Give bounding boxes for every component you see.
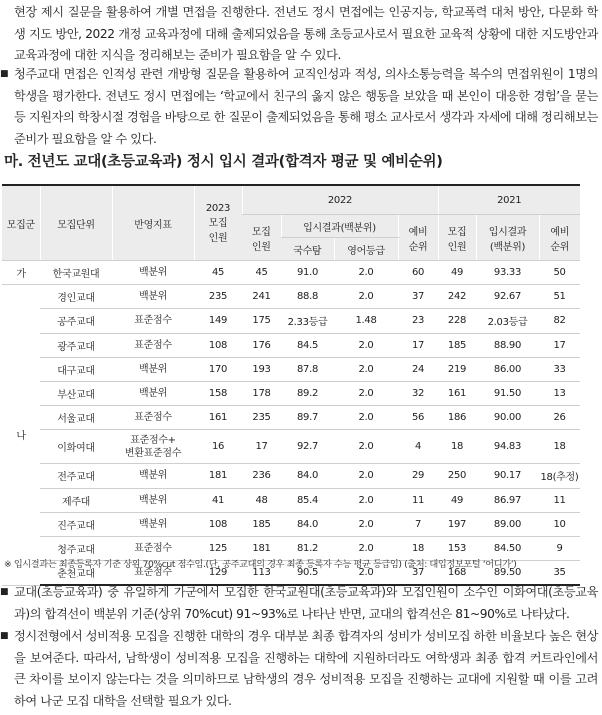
cell-kor: 91.0 — [281, 261, 334, 285]
cell-r2021: 219 — [438, 357, 476, 381]
cell-eng: 2.0 — [334, 561, 398, 586]
cell-r2022: 235 — [242, 406, 281, 430]
cell-kor: 81.2 — [281, 536, 334, 560]
cell-res22: 60 — [398, 261, 438, 285]
cell-res22: 7 — [398, 512, 438, 536]
cell-eng: 2.0 — [334, 464, 398, 488]
cell-r2021: 186 — [438, 406, 476, 430]
bullet-text: 청주교대 면접은 인적성 관련 개방형 질문을 활용하여 교직인성과 적성, 의사소통능력을 복수의 면접위원이 1명의 학생을 평가한다. 전년도 정시 면접에는 ‘학교에서 친구의 옳지 않은 행동을 보았을 때 본인이 대응한 경험’을 묻는 등 지원자의 학창시절 경험을 바탕으로 한 질문이 출제되었음을 통해 평소 교사로서 생각과 자세에 대해 정리해보는 준비가 필요함을 알 수 있다. — [14, 67, 598, 146]
group-cell-na: 나 — [2, 285, 40, 586]
bullet-cheongju-interview — [0, 64, 598, 150]
cell-res21: 13 — [539, 381, 580, 405]
cell-r2021: 168 — [438, 561, 476, 586]
cell-index: 표준점수 — [112, 561, 194, 586]
table-row — [2, 488, 580, 512]
cell-unit: 제주대 — [40, 488, 112, 512]
cell-unit: 춘천교대 — [40, 561, 112, 586]
cell-res21: 11 — [539, 488, 580, 512]
cell-r2021: 49 — [438, 488, 476, 512]
cell-kor: 89.2 — [281, 381, 334, 405]
cell-kor: 84.5 — [281, 333, 334, 357]
cell-r2023: 45 — [194, 261, 242, 285]
cell-eng: 2.0 — [334, 261, 398, 285]
cell-res22: 32 — [398, 381, 438, 405]
header-index: 반영지표 — [112, 185, 194, 261]
cell-val21: 89.50 — [476, 561, 539, 586]
cell-r2021: 161 — [438, 381, 476, 405]
cell-r2021: 18 — [438, 430, 476, 464]
cell-r2023: 170 — [194, 357, 242, 381]
cell-unit: 한국교원대 — [40, 261, 112, 285]
cell-r2023: 161 — [194, 406, 242, 430]
cell-res21: 9 — [539, 536, 580, 560]
cell-index: 백분위 — [112, 285, 194, 309]
cell-index: 표준점수+ 변환표준점수 — [112, 430, 194, 464]
cell-res22: 23 — [398, 309, 438, 333]
bullet-marker: ■ — [0, 587, 9, 597]
cell-eng: 2.0 — [334, 333, 398, 357]
cell-res21: 50 — [539, 261, 580, 285]
cell-r2021: 49 — [438, 261, 476, 285]
cell-kor: 84.0 — [281, 464, 334, 488]
header-2021-recruit: 모집 인원 — [438, 215, 476, 261]
cell-r2021: 228 — [438, 309, 476, 333]
cell-r2023: 108 — [194, 512, 242, 536]
header-2021: 2021 — [438, 185, 580, 215]
cell-index: 백분위 — [112, 488, 194, 512]
cell-kor: 2.33등급 — [281, 309, 334, 333]
cell-unit: 진주교대 — [40, 512, 112, 536]
cell-r2022: 48 — [242, 488, 281, 512]
cell-r2023: 41 — [194, 488, 242, 512]
table-row — [2, 512, 580, 536]
cell-eng: 2.0 — [334, 430, 398, 464]
table-row — [2, 309, 580, 333]
cell-eng: 2.0 — [334, 512, 398, 536]
cell-index: 표준점수 — [112, 406, 194, 430]
cell-r2022: 178 — [242, 381, 281, 405]
cell-r2023: 158 — [194, 381, 242, 405]
header-unit: 모집단위 — [40, 185, 112, 261]
cell-index: 표준점수 — [112, 536, 194, 560]
cell-val21: 90.17 — [476, 464, 539, 488]
cell-res22: 11 — [398, 488, 438, 512]
cell-res22: 29 — [398, 464, 438, 488]
cell-r2022: 181 — [242, 536, 281, 560]
cell-eng: 2.0 — [334, 381, 398, 405]
cell-res22: 37 — [398, 285, 438, 309]
cell-kor: 90.5 — [281, 561, 334, 586]
cell-index: 백분위 — [112, 381, 194, 405]
cell-r2022: 17 — [242, 430, 281, 464]
cell-res22: 56 — [398, 406, 438, 430]
table-row — [2, 430, 580, 464]
bullet-gender-ratio — [0, 626, 598, 712]
cell-r2022: 193 — [242, 357, 281, 381]
cell-r2023: 108 — [194, 333, 242, 357]
cell-res21: 35 — [539, 561, 580, 586]
cell-index: 표준점수 — [112, 309, 194, 333]
header-2022-recruit: 모집 인원 — [242, 215, 281, 261]
cell-eng: 2.0 — [334, 536, 398, 560]
table-row — [2, 333, 580, 357]
table-row — [2, 381, 580, 405]
cell-unit: 대구교대 — [40, 357, 112, 381]
cell-index: 백분위 — [112, 357, 194, 381]
bullet-text: 교대(초등교육과) 중 유일하게 가군에서 모집한 한국교원대(초등교육과)와 모집인원이 소수인 이화여대(초등교육과)의 합격선이 백분위 기준(상위 70%cut) 91~93%로 나타난 반면, 교대의 합격선은 81~90%로 나타났다. — [14, 585, 598, 621]
table-row — [2, 464, 580, 488]
cell-index: 백분위 — [112, 261, 194, 285]
cell-index: 백분위 — [112, 512, 194, 536]
cell-unit: 이화여대 — [40, 430, 112, 464]
cell-unit: 전주교대 — [40, 464, 112, 488]
cell-eng: 2.0 — [334, 285, 398, 309]
cell-eng: 1.48 — [334, 309, 398, 333]
cell-res21: 82 — [539, 309, 580, 333]
cell-r2022: 45 — [242, 261, 281, 285]
header-group: 모집군 — [2, 185, 40, 261]
cell-val21: 93.33 — [476, 261, 539, 285]
cell-index: 표준점수 — [112, 333, 194, 357]
table-note: ※ 입시결과는 최종등록자 기준 상위 70%cut 점수임.(단, 공주교대의 경우 최종 등록자 수능 평균 등급임) (출처: 대입정보포털 ‘어디가’) — [4, 559, 517, 570]
cell-eng: 2.0 — [334, 406, 398, 430]
cell-kor: 88.8 — [281, 285, 334, 309]
cell-r2022: 185 — [242, 512, 281, 536]
header-2021-reserve: 예비 순위 — [539, 215, 580, 261]
bullet-marker: ■ — [0, 69, 9, 79]
cell-res21: 26 — [539, 406, 580, 430]
cell-kor: 87.8 — [281, 357, 334, 381]
table-row — [2, 261, 580, 285]
cell-r2023: 181 — [194, 464, 242, 488]
header-korean: 국수탐 — [281, 238, 334, 261]
cell-res22: 4 — [398, 430, 438, 464]
cell-index: 백분위 — [112, 464, 194, 488]
cell-r2021: 197 — [438, 512, 476, 536]
cell-res22: 17 — [398, 333, 438, 357]
header-2023-year: 2023 — [205, 202, 231, 214]
cell-r2023: 125 — [194, 536, 242, 560]
section-title: 마. 전년도 교대(초등교육과) 정시 입시 결과(합격자 평균 및 예비순위) — [4, 154, 443, 170]
table-row — [2, 285, 580, 309]
cell-res21: 18 — [539, 430, 580, 464]
cell-r2023: 149 — [194, 309, 242, 333]
cell-r2023: 129 — [194, 561, 242, 586]
header-2023 — [194, 185, 242, 261]
cell-r2023: 16 — [194, 430, 242, 464]
cell-val21: 86.97 — [476, 488, 539, 512]
cell-r2023: 235 — [194, 285, 242, 309]
cell-val21: 90.00 — [476, 406, 539, 430]
header-2021-result: 입시결과 (백분위) — [476, 215, 539, 261]
cell-r2021: 250 — [438, 464, 476, 488]
table-row — [2, 406, 580, 430]
cell-r2022: 241 — [242, 285, 281, 309]
cell-val21: 89.00 — [476, 512, 539, 536]
cell-unit: 경인교대 — [40, 285, 112, 309]
group-cell-ga: 가 — [2, 261, 40, 285]
cell-r2022: 236 — [242, 464, 281, 488]
table-body — [2, 261, 580, 586]
cell-eng: 2.0 — [334, 357, 398, 381]
cell-unit: 광주교대 — [40, 333, 112, 357]
header-2023-recruit: 모집 인원 — [208, 217, 228, 244]
intro-paragraph: 현장 제시 질문을 활용하여 개별 면접을 진행한다. 전년도 정시 면접에는 인공지능, 학교폭력 대처 방안, 다문화 학생 지도 방안, 2022 개정 교육과정에 대해 출제되었음을 통해 초등교사로서 필요한 교육적 상황에 대한 지도방안과 교육과정에 대한 지식을 정리해보는 준비가 필요함을 알 수 있다. — [14, 5, 598, 63]
bullet-marker: ■ — [0, 631, 9, 641]
cell-res22: 18 — [398, 536, 438, 560]
cell-res21: 33 — [539, 357, 580, 381]
cell-unit: 공주교대 — [40, 309, 112, 333]
cell-r2021: 153 — [438, 536, 476, 560]
header-english: 영어등급 — [334, 238, 398, 261]
cell-val21: 91.50 — [476, 381, 539, 405]
cell-kor: 89.7 — [281, 406, 334, 430]
admission-results-table — [2, 184, 580, 586]
cell-res22: 37 — [398, 561, 438, 586]
cell-res21: 10 — [539, 512, 580, 536]
cell-kor: 85.4 — [281, 488, 334, 512]
cell-res21: 51 — [539, 285, 580, 309]
cell-kor: 84.0 — [281, 512, 334, 536]
cell-unit: 서울교대 — [40, 406, 112, 430]
header-2022-result: 입시결과(백분위) — [281, 215, 398, 238]
cell-r2021: 185 — [438, 333, 476, 357]
cell-val21: 84.50 — [476, 536, 539, 560]
cell-eng: 2.0 — [334, 488, 398, 512]
header-2022: 2022 — [242, 185, 438, 215]
cell-kor: 92.7 — [281, 430, 334, 464]
table-row — [2, 357, 580, 381]
bullet-text: 정시전형에서 성비적용 모집을 진행한 대학의 경우 대부분 최종 합격자의 성비가 성비모집 하한 비율보다 높은 현상을 보여준다. 따라서, 남학생이 성비적용 모집을 진행하는 대학에 지원하더라도 여학생과 최종 합격 커트라인에서 큰 차이를 보이지 않는다는 것을 의미하므로 남학생의 경우 성비적용 모집을 진행하는 교대에 지원할 때 이를 고려하여 나군 모집 대학을 선택할 필요가 있다. — [14, 629, 598, 708]
cell-res21: 18(추정) — [539, 464, 580, 488]
cell-r2022: 176 — [242, 333, 281, 357]
bullet-results-summary — [0, 582, 598, 625]
cell-r2022: 113 — [242, 561, 281, 586]
cell-val21: 94.83 — [476, 430, 539, 464]
cell-unit: 부산교대 — [40, 381, 112, 405]
cell-val21: 88.90 — [476, 333, 539, 357]
cell-val21: 2.03등급 — [476, 309, 539, 333]
cell-r2022: 175 — [242, 309, 281, 333]
cell-res21: 17 — [539, 333, 580, 357]
cell-val21: 86.00 — [476, 357, 539, 381]
cell-res22: 24 — [398, 357, 438, 381]
cell-unit: 청주교대 — [40, 536, 112, 560]
header-2022-reserve: 예비 순위 — [398, 215, 438, 261]
cell-r2021: 242 — [438, 285, 476, 309]
cell-val21: 92.67 — [476, 285, 539, 309]
